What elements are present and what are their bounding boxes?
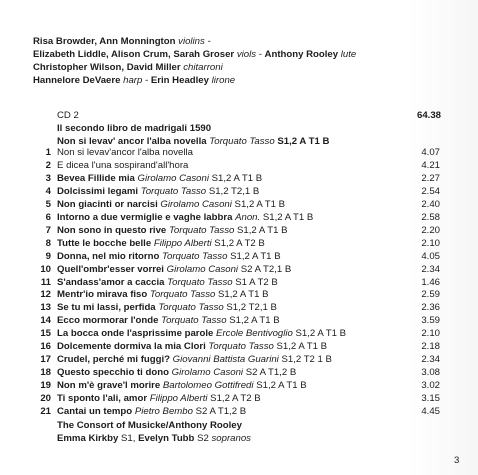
track-title [57, 315, 410, 328]
track-duration: 4.21 [421, 159, 440, 171]
text-segment: E dicea l'una sospirand'all'hora [57, 159, 189, 171]
track-duration: 2.54 [421, 185, 440, 197]
track-duration: 2.58 [421, 211, 440, 223]
performer-line [33, 61, 356, 74]
text-segment: S1,2 A T1 B [262, 211, 314, 223]
text-segment: S1, [121, 433, 139, 444]
text-segment: Quell'ombr'esser vorrei [57, 263, 167, 275]
text-segment: Donna, nel mio ritorno [57, 250, 162, 262]
text-segment: Elizabeth Liddle, Alison Crum, Sarah Groser [33, 49, 237, 60]
track-number: 1 [45, 147, 51, 158]
text-segment: Girolamo Casoni [160, 198, 235, 210]
text-segment: Erin Headley [150, 75, 212, 86]
text-segment: Non sono in questo rive [57, 224, 169, 236]
track-row [33, 393, 440, 406]
track-title [57, 367, 410, 380]
track-title [57, 328, 410, 341]
text-segment: Torquato Tasso [140, 185, 209, 197]
text-segment: S2 A T1,2 B [245, 367, 297, 379]
text-segment: S1,2 T2,1 B [208, 185, 260, 197]
text-segment: Hannelore DeVaere [33, 75, 124, 86]
track-row [33, 212, 440, 225]
text-segment: S1,2 A T1 B [256, 380, 307, 392]
text-segment: lute [340, 49, 357, 60]
track-title [57, 173, 410, 186]
text-segment: Torquato Tasso [209, 136, 278, 147]
text-segment: Evelyn Tubb [138, 433, 198, 444]
track-duration: 1.46 [421, 276, 440, 288]
track-row [33, 328, 440, 341]
ensemble-name: The Consort of Musicke/Anthony Rooley [57, 420, 242, 431]
text-segment: Giovanni Battista Guarini [172, 354, 282, 366]
track-duration: 3.59 [421, 315, 440, 327]
text-segment: Torquato Tasso [158, 302, 227, 314]
text-segment: S1,2 A T1 B [234, 198, 286, 210]
track-row [33, 289, 440, 302]
track-row [33, 160, 440, 173]
track-duration: 2.27 [421, 172, 440, 184]
text-segment: Emma Kirkby [57, 433, 121, 444]
text-segment: Filippo Alberti [149, 393, 211, 405]
text-segment: Torquato Tasso [168, 224, 238, 236]
text-segment: S1,2 A T1 B [277, 136, 330, 147]
track-row [33, 199, 440, 212]
text-segment: viols - [236, 49, 265, 60]
text-segment: Non m'è grave'l morire [57, 380, 163, 392]
performer-line [33, 35, 356, 48]
text-segment: Girolamo Casoni [166, 263, 241, 275]
track-number: 18 [40, 367, 51, 379]
track-title [57, 199, 410, 212]
track-title [57, 251, 410, 264]
text-segment: Torquato Tasso [149, 289, 219, 301]
text-segment: S2 A T1,2 B [195, 406, 247, 418]
track-number: 7 [45, 224, 51, 236]
performers-list [33, 35, 356, 87]
text-segment: Girolamo Casoni [137, 172, 212, 184]
text-segment: Cantai un tempo [57, 406, 135, 418]
track-number: 10 [40, 263, 51, 275]
text-segment: S1,2 A T1 B [211, 172, 263, 184]
text-segment: S2 A T2,1 B [240, 263, 292, 275]
consort-credit [57, 419, 251, 445]
cd-total-duration: 64.38 [416, 110, 441, 121]
track-number: 19 [40, 380, 51, 392]
text-segment: Crudel, perché mi fuggi? [57, 354, 173, 366]
track-duration: 4.45 [421, 406, 440, 418]
text-segment: S1,2 T2 1 B [281, 354, 332, 366]
text-segment: Bartolomeo Gottifredi [162, 380, 257, 392]
track-title [57, 277, 410, 290]
performer-line [33, 74, 356, 87]
text-segment: Non si levav'ancor l'alba novella [57, 147, 193, 158]
track-title [57, 264, 410, 277]
track-row [33, 173, 440, 186]
text-segment: S1,2 A T1 B [230, 250, 281, 262]
track-row [33, 341, 440, 354]
text-segment: lirone [211, 75, 236, 86]
text-segment: Mentr'io mirava fiso [57, 289, 150, 301]
track-title [57, 186, 410, 199]
track-number: 16 [40, 341, 51, 353]
page-number: 3 [454, 455, 460, 466]
track-row [33, 277, 440, 290]
track-title [57, 225, 410, 238]
text-segment: S1,2 T2,1 B [226, 302, 277, 314]
text-segment: Torquato Tasso [162, 250, 231, 262]
track-number: 15 [40, 328, 51, 340]
track-title [57, 147, 410, 160]
track-duration: 4.07 [421, 147, 440, 158]
track-duration: 3.02 [421, 380, 440, 392]
text-segment: Questo specchio ti dono [57, 367, 172, 379]
track-number: 5 [45, 198, 51, 210]
track-row [33, 406, 440, 419]
text-segment: S1,2 A T2 B [214, 237, 265, 249]
track-title [57, 341, 410, 354]
text-segment: S2 [197, 433, 212, 444]
track-number: 20 [40, 393, 51, 405]
text-segment: S1,2 A T1 B [218, 289, 269, 301]
text-segment: La bocca onde l'asprissime parole [57, 328, 217, 340]
track-duration: 4.05 [421, 250, 440, 262]
track-duration: 3.15 [421, 393, 440, 405]
singers-line [57, 432, 251, 445]
text-segment: Non giacinti or narcisi [57, 198, 161, 210]
track-row [33, 238, 440, 251]
cd-header [57, 109, 441, 148]
track-row [33, 264, 440, 277]
track-number: 4 [45, 185, 51, 197]
track-duration: 2.36 [421, 302, 440, 314]
text-segment: S1,2 A T1 B [276, 341, 328, 353]
track-row [33, 251, 440, 264]
text-segment: Anthony Rooley [264, 49, 341, 60]
text-segment: S1 A T2 B [235, 276, 278, 288]
track-number: 8 [45, 237, 51, 249]
track-duration: 2.34 [421, 354, 440, 366]
text-segment: S1,2 A T2 B [210, 393, 261, 405]
track-title [57, 289, 410, 302]
track-number: 13 [40, 302, 51, 314]
text-segment: Bevea Fillide mia [57, 172, 138, 184]
text-segment: Christopher Wilson, David Miller [33, 62, 184, 73]
track-number: 17 [40, 354, 51, 366]
text-segment: Torquato Tasso [167, 276, 236, 288]
text-segment: sopranos [211, 433, 251, 444]
text-segment: Risa Browder, Ann Monnington [33, 36, 179, 47]
track-row [33, 315, 440, 328]
text-segment: S1,2 A T1 B [237, 224, 288, 236]
track-title [57, 393, 410, 406]
track-title [57, 238, 410, 251]
text-segment: Intorno a due vermiglie e vaghe labbra [57, 211, 236, 223]
text-segment: Dolcemente dormiva la mia Clori [57, 341, 209, 353]
track-number: 14 [40, 315, 51, 327]
text-segment: Se tu mi lassi, perfida [57, 302, 159, 314]
cd-label: CD 2 [57, 110, 79, 121]
track-title [57, 160, 410, 173]
text-segment: Tutte le bocche belle [57, 237, 154, 249]
track-number: 12 [40, 289, 51, 301]
text-segment: S'andass'amor a caccia [57, 276, 168, 288]
text-segment: S1,2 A T1 B [229, 315, 280, 327]
track-number: 6 [45, 211, 51, 223]
track-row [33, 380, 440, 393]
track-title [57, 212, 410, 225]
track-duration: 2.10 [421, 328, 440, 340]
track-duration: 2.40 [421, 198, 440, 210]
track-duration: 2.10 [421, 237, 440, 249]
track-row [33, 186, 440, 199]
track-list [33, 147, 440, 419]
track-duration: 2.34 [421, 263, 440, 275]
text-segment: Ecco mormorar l'onde [57, 315, 162, 327]
text-segment: Ercole Bentivoglio [216, 328, 296, 340]
track-row [33, 302, 440, 315]
text-segment: harp - [123, 75, 151, 86]
track-number: 11 [40, 276, 51, 288]
track-title [57, 302, 410, 315]
track-number: 21 [40, 406, 51, 418]
track-duration: 2.59 [421, 289, 440, 301]
text-segment: S1,2 A T1 B [295, 328, 347, 340]
track-duration: 2.20 [421, 224, 440, 236]
text-segment: Girolamo Casoni [171, 367, 246, 379]
text-segment: chitarroni [183, 62, 223, 73]
text-segment: Anon. [235, 211, 263, 223]
track-row [33, 225, 440, 238]
text-segment: Filippo Alberti [153, 237, 215, 249]
text-segment: Torquato Tasso [161, 315, 230, 327]
track-title [57, 380, 410, 393]
track-title [57, 354, 410, 367]
track-title [57, 406, 410, 419]
text-segment: Torquato Tasso [208, 341, 277, 353]
text-segment: Pietro Bembo [134, 406, 196, 418]
track-number: 2 [45, 159, 51, 171]
track-row [33, 354, 440, 367]
text-segment: Non si levav' ancor l'alba novella [57, 136, 210, 147]
performer-line [33, 48, 356, 61]
track-duration: 2.18 [421, 341, 440, 353]
collection-title: Il secondo libro de madrigali 1590 [57, 123, 212, 134]
text-segment: Dolcissimi legami [57, 185, 141, 197]
track-duration: 3.08 [421, 367, 440, 379]
text-segment: Ti sponto l'ali, amor [57, 393, 150, 405]
track-row [33, 367, 440, 380]
track-row [33, 147, 440, 160]
track-number: 9 [45, 250, 51, 262]
text-segment: violins - [178, 36, 211, 47]
track-number: 3 [45, 172, 51, 184]
